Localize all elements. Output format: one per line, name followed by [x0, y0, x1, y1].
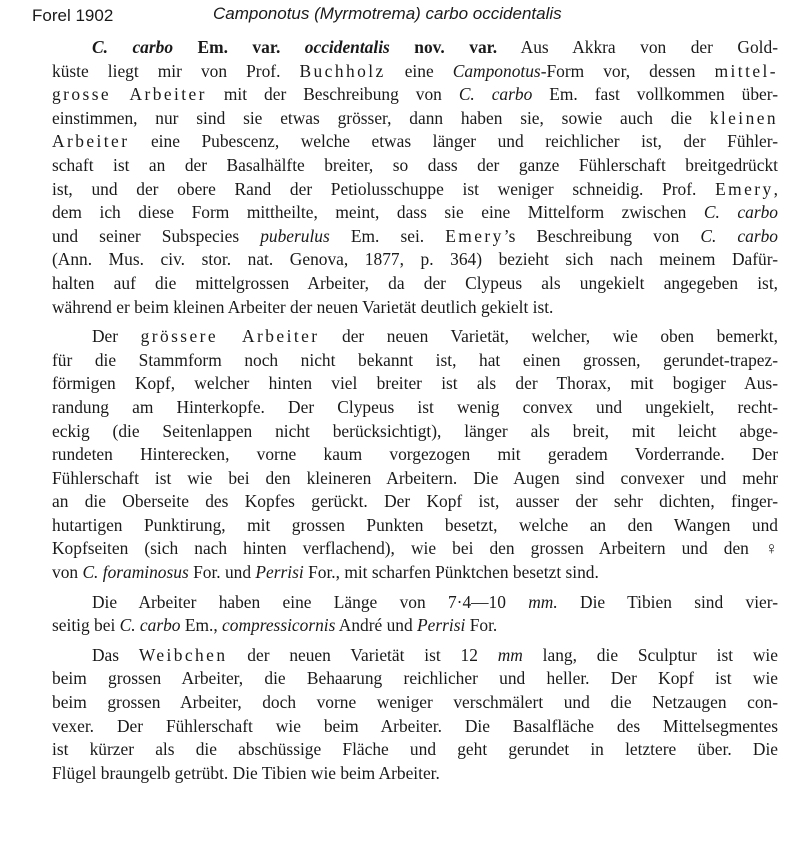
text-run: For. — [465, 615, 498, 636]
italic-term: C. carbo — [700, 225, 778, 246]
spaced-emphasis: Weibchen — [138, 644, 228, 665]
text-run: ’s Beschreibung von — [503, 225, 701, 246]
paragraph — [52, 591, 778, 638]
text-run: ist kürzer als die abschüssige Fläche und geht gerundet in letztere über. Die — [52, 739, 778, 760]
text-line — [52, 201, 778, 225]
text-run: Die Arbeiter haben eine Länge von 7·4—10 — [92, 591, 529, 612]
spaced-emphasis: Arbeiter — [52, 131, 130, 152]
italic-term: C. foraminosus — [82, 562, 189, 583]
text-run: förmigen Kopf, welcher hinten viel breiter ist als der Thorax, mit bogiger Aus- — [52, 373, 778, 394]
source-citation: Forel 1902 — [32, 6, 114, 25]
text-line — [52, 691, 778, 715]
text-run: Em., — [180, 615, 223, 636]
text-run: ist, und der obere Rand der Petiolusschuppe ist weniger schneidig. Prof. — [52, 178, 716, 199]
text-run: für die Stammform noch nicht bekannt ist, hat einen grossen, gerundet-trapez- — [52, 349, 778, 370]
spaced-emphasis: grosse Arbeiter — [52, 84, 207, 105]
italic-term: puberulus — [260, 225, 330, 246]
text-line — [52, 667, 778, 691]
text-run: küste liegt mir von Prof. — [52, 60, 300, 81]
text-run: mit der Beschreibung von — [206, 84, 459, 105]
bold-text: Em. var. — [173, 37, 305, 57]
bold-italic-term: C. carbo — [92, 37, 174, 57]
text-line — [52, 225, 778, 249]
text-line — [52, 272, 778, 296]
italic-term: Camponotus — [452, 60, 541, 81]
paragraph — [52, 644, 778, 786]
text-run: Der — [92, 326, 141, 347]
text-line — [52, 154, 778, 178]
text-run: schaft ist an der Basalhälfte breiter, so dass der ganze Fühlerschaft breitgedrückt — [52, 154, 778, 175]
italic-term: Perrisi — [417, 615, 466, 636]
text-line — [52, 296, 778, 320]
text-line — [52, 443, 778, 467]
italic-term: C. carbo — [119, 615, 181, 636]
text-line — [52, 130, 778, 154]
text-run: während er beim kleinen Arbeiter der neuen Varietät deutlich gekielt ist. — [52, 296, 554, 317]
text-line — [52, 591, 778, 615]
text-line — [52, 178, 778, 202]
text-run: André und — [335, 615, 418, 636]
text-run: vexer. Der Fühlerschaft wie beim Arbeiter. Die Basalfläche des Mittelsegmentes — [52, 715, 778, 736]
text-run: , — [773, 178, 778, 199]
text-line — [52, 83, 778, 107]
text-line — [52, 420, 778, 444]
text-line — [52, 396, 778, 420]
text-run: Kopfseiten (sich nach hinten verflachend), wie bei den grossen Arbeitern und den ♀ — [52, 538, 778, 559]
text-run: Das — [92, 644, 139, 665]
text-run: Aus Akkra von der Gold- — [497, 37, 778, 57]
text-line — [52, 537, 778, 561]
text-line — [52, 561, 778, 585]
text-line — [52, 738, 778, 762]
text-run: von — [52, 562, 83, 583]
bold-italic-term: occidentalis — [304, 37, 390, 57]
text-line — [52, 514, 778, 538]
text-run: Em. fast vollkommen über- — [532, 84, 778, 105]
text-run: Em. sei. — [329, 225, 446, 246]
text-run: beim grossen Arbeiter, doch vorne weniger verschmälert und die Netzaugen con- — [52, 692, 778, 713]
text-run: hutartigen Punktirung, mit grossen Punkten besetzt, welche an den Wangen und — [52, 514, 778, 535]
text-line — [52, 467, 778, 491]
text-line — [52, 107, 778, 131]
taxon-title: Camponotus (Myrmotrema) carbo occidentalis — [213, 4, 562, 23]
italic-term: Perrisi — [255, 562, 304, 583]
spaced-emphasis: mittel- — [714, 60, 778, 81]
text-line — [52, 490, 778, 514]
text-line — [52, 372, 778, 396]
italic-term: C. carbo — [458, 84, 533, 105]
text-line — [52, 60, 778, 84]
text-run: For. und — [188, 562, 256, 583]
text-run: der neuen Varietät ist 12 — [227, 644, 498, 665]
text-line — [52, 36, 778, 60]
text-run: einstimmen, nur sind sie etwas grösser, dann haben sie, sowie auch die — [52, 107, 710, 128]
italic-term: mm — [497, 644, 523, 665]
text-line — [52, 349, 778, 373]
italic-term: C. carbo — [703, 202, 778, 223]
text-run: rundeten Hinterecken, vorne kaum vorgezogen mit geradem Vorderrande. Der — [52, 444, 778, 465]
text-run: eckig (die Seitenlappen nicht berücksichtigt), länger als breit, mit leicht abge- — [52, 420, 778, 441]
spaced-emphasis: Emery — [715, 178, 774, 199]
text-run: der neuen Varietät, welcher, wie oben bemerkt, — [319, 326, 778, 347]
text-run: Die Tibien sind vier- — [557, 591, 778, 612]
text-line — [52, 715, 778, 739]
text-run: lang, die Sculptur ist wie — [522, 644, 778, 665]
text-run: beim grossen Arbeiter, die Behaarung reichlicher und heller. Der Kopf ist wie — [52, 668, 778, 689]
document-body — [52, 36, 778, 785]
bold-text: nov. var. — [389, 37, 498, 57]
paragraph — [52, 325, 778, 585]
text-run: -Form vor, dessen — [540, 60, 715, 81]
text-line — [52, 614, 778, 638]
paragraph — [52, 36, 778, 319]
italic-term: compressicornis — [222, 615, 336, 636]
text-run: For., mit scharfen Pünktchen besetzt sind. — [303, 562, 599, 583]
text-line — [52, 325, 778, 349]
text-run: Fühlerschaft ist wie bei den kleineren Arbeitern. Die Augen sind convexer und mehr — [52, 467, 778, 488]
spaced-emphasis: grössere Arbeiter — [140, 326, 320, 347]
text-run: eine Pubescenz, welche etwas länger und reichlicher ist, der Fühler- — [129, 131, 778, 152]
text-run: seitig bei — [52, 615, 120, 636]
text-line — [52, 644, 778, 668]
text-run: randung am Hinterkopfe. Der Clypeus ist wenig convex und ungekielt, recht- — [52, 396, 778, 417]
spaced-emphasis: kleinen — [709, 107, 778, 128]
text-run: dem ich diese Form mittheilte, meint, dass sie eine Mittelform zwischen — [52, 202, 704, 223]
spaced-emphasis: Emery — [445, 225, 504, 246]
text-run: halten auf die mittelgrossen Arbeiter, da der Clypeus als ungekielt angegeben ist, — [52, 272, 778, 293]
text-line — [52, 248, 778, 272]
text-run: (Ann. Mus. civ. stor. nat. Genova, 1877, p. 364) bezieht sich nach meinem Dafür- — [52, 249, 778, 270]
text-run: und seiner Subspecies — [52, 225, 261, 246]
italic-term: mm. — [528, 591, 558, 612]
text-run: an die Oberseite des Kopfes gerückt. Der Kopf ist, ausser der sehr dichten, finger- — [52, 491, 778, 512]
text-run: eine — [385, 60, 453, 81]
spaced-emphasis: Buchholz — [299, 60, 386, 81]
text-line — [52, 762, 778, 786]
text-run: Flügel braungelb getrübt. Die Tibien wie beim Arbeiter. — [52, 762, 440, 783]
